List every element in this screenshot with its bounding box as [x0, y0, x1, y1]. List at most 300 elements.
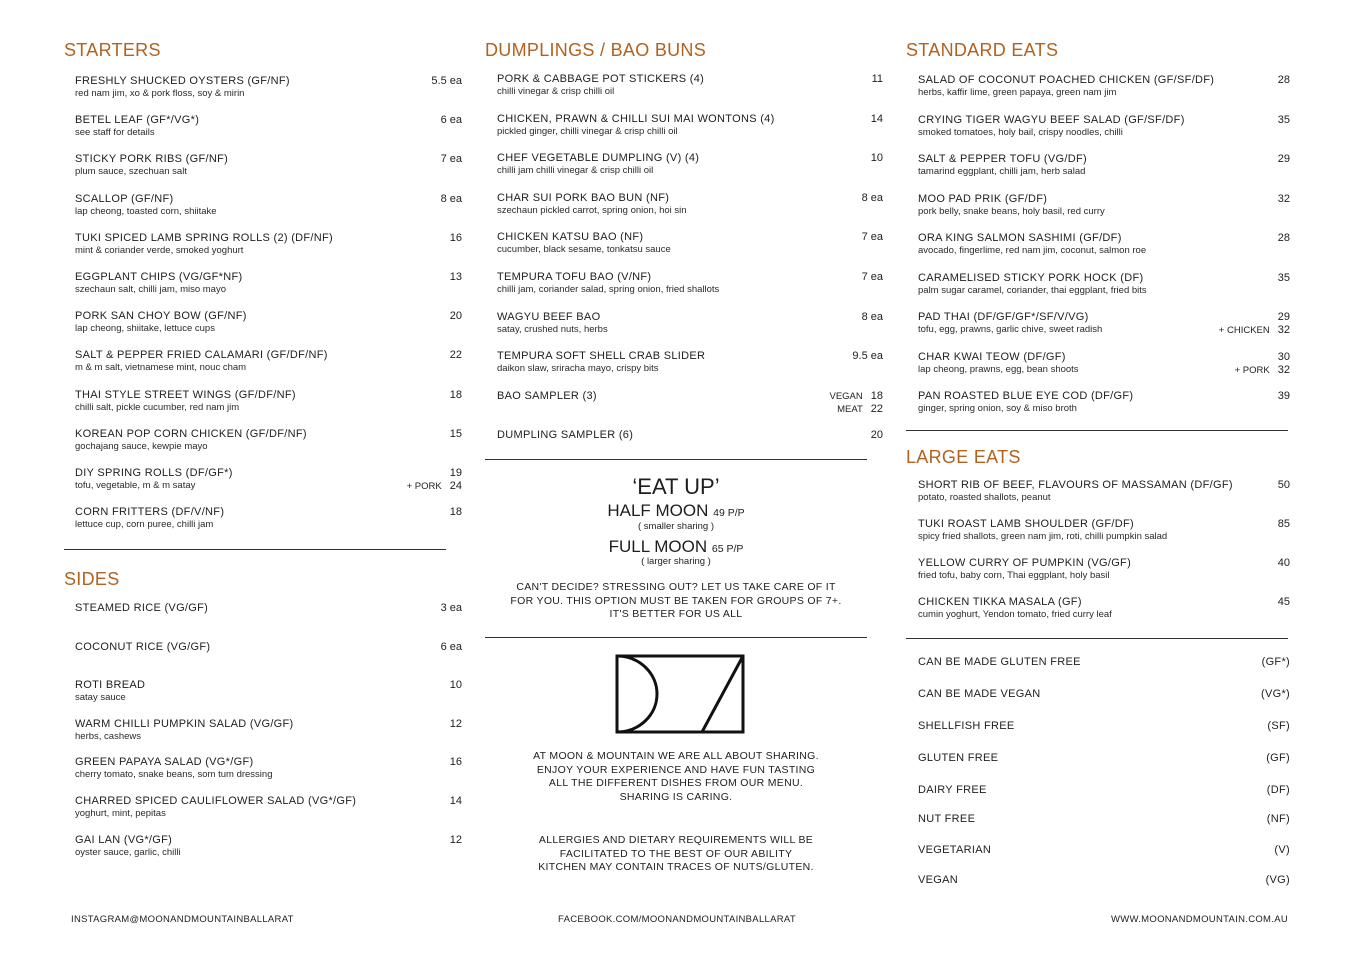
- price-value: 16: [449, 756, 462, 769]
- item-description: pickled ginger, chilli vinegar & crisp chilli oil: [497, 125, 678, 137]
- menu-item: [918, 232, 1290, 272]
- item-name: STICKY PORK RIBS (GF/NF): [75, 153, 229, 166]
- menu-item: [918, 351, 1290, 391]
- item-name: CHAR KWAI TEOW (DF/GF): [918, 350, 1066, 363]
- website-link[interactable]: WWW.MOONANDMOUNTAIN.COM.AU: [1110, 914, 1288, 925]
- legend-label: VEGAN: [918, 874, 959, 886]
- full-moon-option: [485, 537, 867, 557]
- item-price: [862, 271, 883, 284]
- item-price: [450, 756, 462, 769]
- half-moon-option: [485, 501, 867, 521]
- item-description: avocado, fingerlime, red nam jim, coconut, salmon roe: [918, 245, 1147, 256]
- item-description: chilli jam chilli vinegar & crisp chilli oil: [497, 165, 654, 177]
- item-name: PAN ROASTED BLUE EYE COD (DF/GF): [918, 390, 1134, 402]
- price-value: 8 ea: [861, 310, 883, 323]
- price-value: 32: [1277, 192, 1290, 205]
- legend-code: (NF): [1266, 813, 1290, 825]
- price-line: [1235, 351, 1290, 364]
- item-description: herbs, cashews: [75, 730, 142, 742]
- price-line: [450, 389, 462, 402]
- legend-label: CAN BE MADE GLUTEN FREE: [918, 656, 1081, 668]
- price-line: [852, 350, 883, 363]
- item-price: [1278, 153, 1290, 166]
- section-title-dumplings: DUMPLINGS / BAO BUNS: [485, 40, 707, 60]
- price-line: [872, 73, 883, 86]
- facebook-link[interactable]: FACEBOOK.COM/MOONANDMOUNTAINBALLARAT: [558, 914, 796, 925]
- price-value: 7 ea: [861, 270, 883, 283]
- price-value: 22: [449, 349, 462, 362]
- price-line: [407, 480, 462, 493]
- legend-row: [918, 784, 1290, 796]
- menu-item: [918, 518, 1290, 557]
- item-description: herbs, kaffir lime, green papaya, green nam jim: [918, 87, 1117, 98]
- item-name: YELLOW CURRY OF PUMPKIN (VG/GF): [918, 557, 1132, 569]
- item-name: TEMPURA TOFU BAO (V/NF): [497, 270, 652, 283]
- price-line: [450, 232, 462, 245]
- menu-item: [918, 193, 1290, 233]
- price-line: [1278, 596, 1290, 609]
- section-title-standard-eats: STANDARD EATS: [906, 40, 1059, 60]
- item-description: tamarind eggplant, chilli jam, herb salad: [918, 166, 1086, 177]
- item-description: palm sugar caramel, coriander, thai eggplant, fried bits: [918, 284, 1147, 296]
- item-price: [829, 390, 883, 416]
- dumplings-list: [497, 73, 883, 469]
- item-price: [1278, 193, 1290, 206]
- menu-item: [75, 193, 462, 232]
- item-description: pork belly, snake beans, holy basil, red curry: [918, 205, 1105, 217]
- item-name: COCONUT RICE (VG/GF): [75, 640, 211, 653]
- menu-item: [75, 718, 462, 757]
- legend-row: [918, 874, 1290, 886]
- blurb-line: IT'S BETTER FOR US ALL: [609, 608, 743, 620]
- item-price: [441, 114, 462, 127]
- item-description: lap cheong, shiitake, lettuce cups: [75, 323, 215, 335]
- item-description: potato, roasted shallots, peanut: [918, 492, 1051, 503]
- item-price: [407, 467, 462, 493]
- price-line: [450, 718, 462, 731]
- item-price: [450, 679, 462, 692]
- item-description: chilli jam, coriander salad, spring onion, fried shallots: [497, 283, 720, 295]
- item-price: [852, 350, 883, 363]
- price-variant-label: + PORK: [1234, 364, 1270, 376]
- legend-row: [918, 656, 1290, 668]
- instagram-link[interactable]: INSTAGRAM@MOONANDMOUNTAINBALLARAT: [71, 914, 294, 925]
- menu-item: [75, 467, 462, 506]
- half-moon-note: ( smaller sharing ): [637, 521, 715, 532]
- full-moon-note: ( larger sharing ): [641, 556, 711, 567]
- item-name: CRYING TIGER WAGYU BEEF SALAD (GF/SF/DF): [918, 113, 1185, 126]
- item-price: [450, 232, 462, 245]
- menu-item: [497, 113, 883, 153]
- item-name: SALAD OF COCONUT POACHED CHICKEN (GF/SF/DF): [918, 74, 1215, 86]
- item-price: [441, 193, 462, 206]
- menu-item: [497, 152, 883, 192]
- item-description: spicy fried shallots, green nam jim, roti, chilli pumpkin salad: [918, 531, 1168, 542]
- item-name: SCALLOP (GF/NF): [75, 192, 174, 205]
- item-price: [450, 310, 462, 323]
- about-line: AT MOON & MOUNTAIN WE ARE ALL ABOUT SHARING.: [533, 750, 819, 762]
- menu-item: [497, 231, 883, 271]
- menu-item: [918, 596, 1290, 635]
- about-line: ALL THE DIFFERENT DISHES FROM OUR MENU.: [548, 777, 804, 789]
- allergies-line: KITCHEN MAY CONTAIN TRACES OF NUTS/GLUTEN.: [538, 861, 814, 873]
- menu-item: [918, 153, 1290, 193]
- price-line: [1278, 390, 1290, 403]
- legend-code: (DF): [1266, 784, 1290, 796]
- legend-row: [918, 813, 1290, 825]
- price-value: 28: [1277, 232, 1290, 244]
- price-variant-label: + CHICKEN: [1218, 325, 1270, 336]
- price-line: [1278, 193, 1290, 206]
- item-name: DIY SPRING ROLLS (DF/GF*): [75, 466, 233, 479]
- menu-item: [497, 390, 883, 430]
- price-value: 29: [1277, 153, 1290, 165]
- item-description: lettuce cup, corn puree, chilli jam: [75, 519, 214, 531]
- item-price: [450, 795, 462, 808]
- about-line: ENJOY YOUR EXPERIENCE AND HAVE FUN TASTING: [536, 763, 816, 776]
- legend-code: (VG): [1265, 874, 1290, 886]
- item-description: satay sauce: [75, 692, 126, 704]
- full-moon-label: FULL MOON: [608, 537, 708, 556]
- price-line: [450, 679, 462, 692]
- item-price: [872, 73, 883, 86]
- price-variant-label: MEAT: [837, 403, 863, 415]
- legend-row: [918, 752, 1290, 764]
- item-name: ORA KING SALMON SASHIMI (GF/DF): [918, 232, 1122, 244]
- item-price: [450, 271, 462, 284]
- item-name: BAO SAMPLER (3): [497, 389, 597, 402]
- item-description: m & m salt, vietnamese mint, nouc cham: [75, 362, 247, 374]
- item-name: PORK & CABBAGE POT STICKERS (4): [497, 73, 705, 85]
- item-price: [450, 506, 462, 519]
- price-line: [1219, 311, 1290, 324]
- menu-item: [918, 479, 1290, 518]
- item-description: chilli salt, pickle cucumber, red nam jim: [75, 401, 240, 413]
- item-name: PORK SAN CHOY BOW (GF/NF): [75, 310, 247, 323]
- price-line: [1278, 232, 1290, 245]
- item-name: KOREAN POP CORN CHICKEN (GF/DF/NF): [75, 427, 307, 440]
- item-name: SALT & PEPPER FRIED CALAMARI (GF/DF/NF): [75, 349, 328, 362]
- item-name: TUKI ROAST LAMB SHOULDER (GF/DF): [918, 518, 1134, 530]
- divider: [906, 638, 1288, 639]
- price-line: [1278, 272, 1290, 285]
- price-value: 7 ea: [440, 153, 462, 166]
- price-line: [1235, 364, 1290, 377]
- menu-item: [75, 641, 462, 680]
- item-price: [450, 834, 462, 847]
- price-value: 6 ea: [440, 640, 462, 653]
- about-line: SHARING IS CARING.: [619, 790, 733, 803]
- legend-code: (V): [1274, 844, 1290, 856]
- legend-code: (SF): [1267, 720, 1290, 732]
- menu-item: [75, 271, 462, 310]
- price-line: [862, 311, 883, 324]
- price-value: 14: [870, 112, 883, 125]
- item-name: GAI LAN (VG*/GF): [75, 833, 173, 846]
- price-value: 10: [449, 679, 462, 692]
- price-value: 30: [1277, 350, 1290, 363]
- price-value: 18: [870, 389, 883, 402]
- item-price: [871, 429, 883, 442]
- price-value: 22: [870, 402, 883, 415]
- item-name: MOO PAD PRIK (GF/DF): [918, 192, 1048, 205]
- price-value: 18: [449, 388, 462, 401]
- item-description: chilli vinegar & crisp chilli oil: [497, 86, 615, 97]
- price-line: [871, 113, 883, 126]
- price-line: [1278, 557, 1290, 570]
- item-price: [1235, 351, 1290, 377]
- price-line: [441, 193, 462, 206]
- price-value: 14: [449, 794, 462, 807]
- item-description: tofu, egg, prawns, garlic chive, sweet radish: [918, 324, 1103, 335]
- price-value: 10: [870, 152, 883, 165]
- price-value: 18: [449, 506, 462, 519]
- allergies-text: [485, 834, 867, 875]
- legend-code: (GF*): [1261, 656, 1290, 668]
- section-title-starters: STARTERS: [64, 40, 161, 60]
- price-line: [450, 349, 462, 362]
- item-price: [862, 231, 883, 244]
- price-line: [407, 467, 462, 480]
- item-description: plum sauce, szechuan salt: [75, 166, 187, 178]
- divider: [906, 430, 1288, 431]
- price-value: 20: [449, 310, 462, 323]
- price-value: 24: [449, 479, 462, 492]
- price-line: [441, 114, 462, 127]
- price-value: 12: [449, 717, 462, 730]
- price-line: [1278, 153, 1290, 166]
- menu-item: [75, 602, 462, 641]
- price-value: 45: [1277, 596, 1290, 608]
- price-value: 20: [870, 429, 883, 442]
- price-value: 12: [449, 833, 462, 846]
- item-description: lap cheong, prawns, egg, bean shoots: [918, 363, 1079, 375]
- price-line: [862, 271, 883, 284]
- item-name: CHEF VEGETABLE DUMPLING (V) (4): [497, 152, 700, 165]
- price-line: [871, 152, 883, 165]
- blurb-line: FOR YOU. THIS OPTION MUST BE TAKEN FOR GROUPS OF 7+.: [510, 594, 842, 607]
- item-description: gochajang sauce, kewpie mayo: [75, 440, 208, 452]
- legend-row: [918, 688, 1290, 700]
- menu-item: [75, 389, 462, 428]
- menu-item: [75, 153, 462, 192]
- menu-item: [918, 272, 1290, 312]
- price-line: [862, 231, 883, 244]
- price-value: 5.5 ea: [431, 75, 462, 87]
- eat-up-blurb: [485, 581, 867, 622]
- menu-item: [497, 271, 883, 311]
- price-line: [450, 506, 462, 519]
- price-line: [450, 834, 462, 847]
- item-name: CHARRED SPICED CAULIFLOWER SALAD (VG*/GF): [75, 794, 357, 807]
- item-name: TEMPURA SOFT SHELL CRAB SLIDER: [497, 350, 706, 363]
- legend-row: [918, 720, 1290, 732]
- price-line: [829, 403, 883, 416]
- item-description: cherry tomato, snake beans, som tum dressing: [75, 769, 273, 781]
- item-price: [862, 311, 883, 324]
- price-line: [450, 271, 462, 284]
- item-name: CHAR SUI PORK BAO BUN (NF): [497, 191, 670, 204]
- item-name: ROTI BREAD: [75, 679, 146, 692]
- item-price: [450, 718, 462, 731]
- item-name: THAI STYLE STREET WINGS (GF/DF/NF): [75, 388, 296, 401]
- item-name: FRESHLY SHUCKED OYSTERS (GF/NF): [75, 75, 290, 87]
- price-value: 15: [449, 427, 462, 440]
- item-price: [1278, 272, 1290, 285]
- item-name: CHICKEN TIKKA MASALA (GF): [918, 596, 1082, 608]
- menu-item: [497, 350, 883, 390]
- item-price: [1278, 114, 1290, 127]
- price-line: [450, 756, 462, 769]
- item-price: [431, 75, 462, 88]
- menu-item: [75, 795, 462, 834]
- item-name: WAGYU BEEF BAO: [497, 310, 601, 323]
- item-name: CHICKEN KATSU BAO (NF): [497, 231, 644, 244]
- menu-item: [497, 192, 883, 232]
- item-description: lap cheong, toasted corn, shiitake: [75, 205, 217, 217]
- legend-label: NUT FREE: [918, 813, 976, 825]
- menu-item: [75, 75, 462, 114]
- item-name: TUKI SPICED LAMB SPRING ROLLS (2) (DF/NF): [75, 231, 334, 244]
- item-description: fried tofu, baby corn, Thai eggplant, holy basil: [918, 570, 1110, 581]
- price-value: 35: [1277, 271, 1290, 284]
- divider: [485, 637, 867, 638]
- item-description: szechaun salt, chilli jam, miso mayo: [75, 283, 226, 295]
- price-value: 39: [1277, 390, 1290, 402]
- price-value: 11: [871, 73, 883, 85]
- item-price: [441, 641, 462, 654]
- price-value: 6 ea: [440, 114, 462, 127]
- divider: [64, 549, 446, 550]
- price-line: [1278, 479, 1290, 492]
- item-name: PAD THAI (DF/GF/GF*/SF/V/VG): [918, 311, 1089, 323]
- menu-item: [918, 311, 1290, 351]
- divider: [485, 459, 867, 460]
- allergies-line: FACILITATED TO THE BEST OF OUR ABILITY: [559, 847, 793, 860]
- item-price: [1219, 311, 1290, 337]
- item-price: [1278, 74, 1290, 87]
- price-value: 32: [1277, 324, 1290, 336]
- menu-item: [918, 557, 1290, 596]
- price-value: 32: [1277, 363, 1290, 376]
- menu-item: [75, 428, 462, 467]
- item-description: cucumber, black sesame, tonkatsu sauce: [497, 244, 671, 256]
- starters-list: [75, 75, 462, 545]
- item-price: [450, 349, 462, 362]
- blurb-line: CAN'T DECIDE? STRESSING OUT? LET US TAKE CARE OF IT: [516, 581, 836, 593]
- item-price: [441, 153, 462, 166]
- item-price: [1278, 390, 1290, 403]
- price-value: 3 ea: [440, 602, 462, 614]
- item-price: [862, 192, 883, 205]
- section-title-large-eats: LARGE EATS: [906, 447, 1021, 467]
- menu-item: [497, 73, 883, 113]
- item-name: DUMPLING SAMPLER (6): [497, 429, 634, 442]
- item-description: cumin yoghurt, Yendon tomato, fried curry leaf: [918, 609, 1112, 620]
- item-description: see staff for details: [75, 127, 155, 139]
- item-description: red nam jim, xo & pork floss, soy & mirin: [75, 88, 245, 99]
- legend-label: VEGETARIAN: [918, 844, 992, 856]
- menu-item: [75, 310, 462, 349]
- item-price: [441, 602, 462, 615]
- menu-item: [75, 756, 462, 795]
- price-line: [450, 795, 462, 808]
- item-description: mint & coriander verde, smoked yoghurt: [75, 244, 244, 256]
- price-value: 8 ea: [440, 192, 462, 205]
- item-description: satay, crushed nuts, herbs: [497, 323, 608, 335]
- about-text: [485, 750, 867, 804]
- item-description: szechaun pickled carrot, spring onion, hoi sin: [497, 204, 687, 216]
- item-name: WARM CHILLI PUMPKIN SALAD (VG/GF): [75, 717, 294, 730]
- legend-code: (GF): [1266, 752, 1290, 764]
- half-moon-label: HALF MOON: [607, 501, 709, 520]
- menu-item: [75, 679, 462, 718]
- price-value: 13: [449, 270, 462, 283]
- price-variant-label: + PORK: [406, 480, 442, 492]
- item-price: [1278, 518, 1290, 531]
- price-line: [441, 641, 462, 654]
- item-price: [1278, 232, 1290, 245]
- item-price: [450, 389, 462, 402]
- item-name: GREEN PAPAYA SALAD (VG*/GF): [75, 756, 254, 769]
- item-description: smoked tomatoes, holy bail, crispy noodles, chilli: [918, 126, 1123, 138]
- item-name: EGGPLANT CHIPS (VG/GF*NF): [75, 270, 243, 283]
- sides-list: [75, 602, 462, 872]
- item-name: SHORT RIB OF BEEF, FLAVOURS OF MASSAMAN (DF/GF): [918, 479, 1233, 491]
- item-price: [1278, 557, 1290, 570]
- menu-item: [497, 311, 883, 351]
- item-name: STEAMED RICE (VG/GF): [75, 602, 209, 614]
- price-value: 29: [1277, 311, 1290, 323]
- full-moon-price: 65 P/P: [711, 543, 744, 555]
- price-line: [1278, 518, 1290, 531]
- item-price: [871, 152, 883, 165]
- price-line: [441, 153, 462, 166]
- price-line: [441, 602, 462, 615]
- eat-up-title: ‘EAT UP’: [632, 474, 720, 499]
- price-value: 35: [1277, 113, 1290, 126]
- price-value: 8 ea: [861, 191, 883, 204]
- item-price: [1278, 479, 1290, 492]
- price-value: 16: [449, 231, 462, 244]
- price-variant-label: VEGAN: [829, 390, 863, 402]
- standard-eats-list: [918, 74, 1290, 430]
- allergies-line: ALLERGIES AND DIETARY REQUIREMENTS WILL BE: [538, 834, 814, 846]
- menu-item: [75, 349, 462, 388]
- price-value: 50: [1277, 479, 1290, 491]
- menu-item: [75, 232, 462, 271]
- item-name: CORN FRITTERS (DF/V/NF): [75, 506, 225, 519]
- price-line: [450, 428, 462, 441]
- legend-label: GLUTEN FREE: [918, 752, 999, 764]
- item-price: [450, 428, 462, 441]
- item-description: tofu, vegetable, m & m satay: [75, 479, 196, 491]
- moon-and-mountain-logo: [615, 654, 745, 734]
- section-title-sides: SIDES: [64, 569, 120, 589]
- half-moon-price: 49 P/P: [713, 507, 745, 519]
- legend-label: DAIRY FREE: [918, 784, 987, 796]
- item-name: CARAMELISED STICKY PORK HOCK (DF): [918, 271, 1144, 284]
- price-line: [1219, 324, 1290, 337]
- price-line: [1278, 74, 1290, 87]
- menu-item: [918, 74, 1290, 114]
- price-line: [450, 310, 462, 323]
- price-value: 28: [1277, 74, 1290, 86]
- price-value: 7 ea: [861, 231, 883, 244]
- menu-item: [918, 114, 1290, 154]
- price-line: [1278, 114, 1290, 127]
- legend-label: SHELLFISH FREE: [918, 720, 1015, 732]
